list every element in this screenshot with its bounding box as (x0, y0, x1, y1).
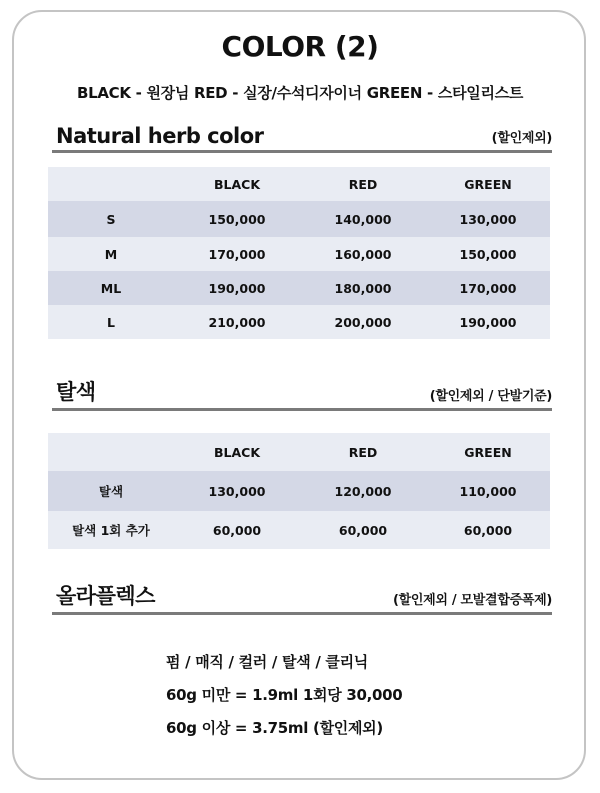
table-header-cell: BLACK (174, 433, 300, 471)
table-cell: 210,000 (174, 305, 300, 339)
table-cell: ML (48, 271, 174, 305)
table-row (48, 471, 550, 511)
table-header-cell: GREEN (426, 433, 550, 471)
table-row (48, 237, 550, 271)
table-cell: 60,000 (426, 511, 550, 549)
table-header-row (48, 167, 550, 201)
section-title: Natural herb color (56, 124, 264, 148)
designer-legend: BLACK - 원장님 RED - 실장/수석디자이너 GREEN - 스타일리스트 (76, 84, 524, 102)
note-line: 펌 / 매직 / 컬러 / 탈색 / 클리닉 (166, 653, 368, 671)
bleach-header (52, 378, 552, 411)
table-cell: 190,000 (174, 271, 300, 305)
natural-herb-color-header (52, 120, 552, 153)
olaplex-pricing-notes (166, 646, 402, 745)
table-cell: 110,000 (426, 471, 550, 511)
table-cell: 140,000 (300, 201, 426, 237)
table-row (48, 201, 550, 237)
section-note: (할인제외) (491, 131, 552, 146)
table-cell: 150,000 (174, 201, 300, 237)
table-cell: 180,000 (300, 271, 426, 305)
table-header-cell: GREEN (426, 167, 550, 201)
section-title: 탈색 (56, 380, 96, 404)
table-header-cell (48, 433, 174, 471)
table-cell: 60,000 (174, 511, 300, 549)
table-cell: 170,000 (174, 237, 300, 271)
section-note: (할인제외 / 단발기준) (429, 389, 552, 404)
note-line: 60g 이상 = 3.75ml (할인제외) (166, 719, 383, 737)
section-title: 올라플렉스 (56, 584, 155, 608)
table-cell: 130,000 (174, 471, 300, 511)
natural-herb-price-table (48, 167, 550, 339)
table-cell: 150,000 (426, 237, 550, 271)
table-header-cell: RED (300, 433, 426, 471)
table-cell: 탈색 (48, 471, 174, 511)
table-row (48, 271, 550, 305)
table-row (48, 305, 550, 339)
table-header-cell: RED (300, 167, 426, 201)
table-cell: 120,000 (300, 471, 426, 511)
note-line: 60g 미만 = 1.9ml 1회당 30,000 (166, 686, 403, 704)
table-header-cell (48, 167, 174, 201)
olaplex-header (52, 582, 552, 615)
table-cell: 130,000 (426, 201, 550, 237)
table-cell: M (48, 237, 174, 271)
table-row (48, 511, 550, 549)
bleach-price-table (48, 433, 550, 549)
table-cell: 160,000 (300, 237, 426, 271)
table-cell: 200,000 (300, 305, 426, 339)
section-note: (할인제외 / 모발결합증폭제) (392, 593, 552, 608)
table-cell: 60,000 (300, 511, 426, 549)
table-cell: 170,000 (426, 271, 550, 305)
table-cell: 탈색 1회 추가 (48, 511, 174, 549)
table-cell: L (48, 305, 174, 339)
table-cell: 190,000 (426, 305, 550, 339)
table-cell: S (48, 201, 174, 237)
page-title: COLOR (2) (221, 30, 379, 63)
table-header-cell: BLACK (174, 167, 300, 201)
table-header-row (48, 433, 550, 471)
